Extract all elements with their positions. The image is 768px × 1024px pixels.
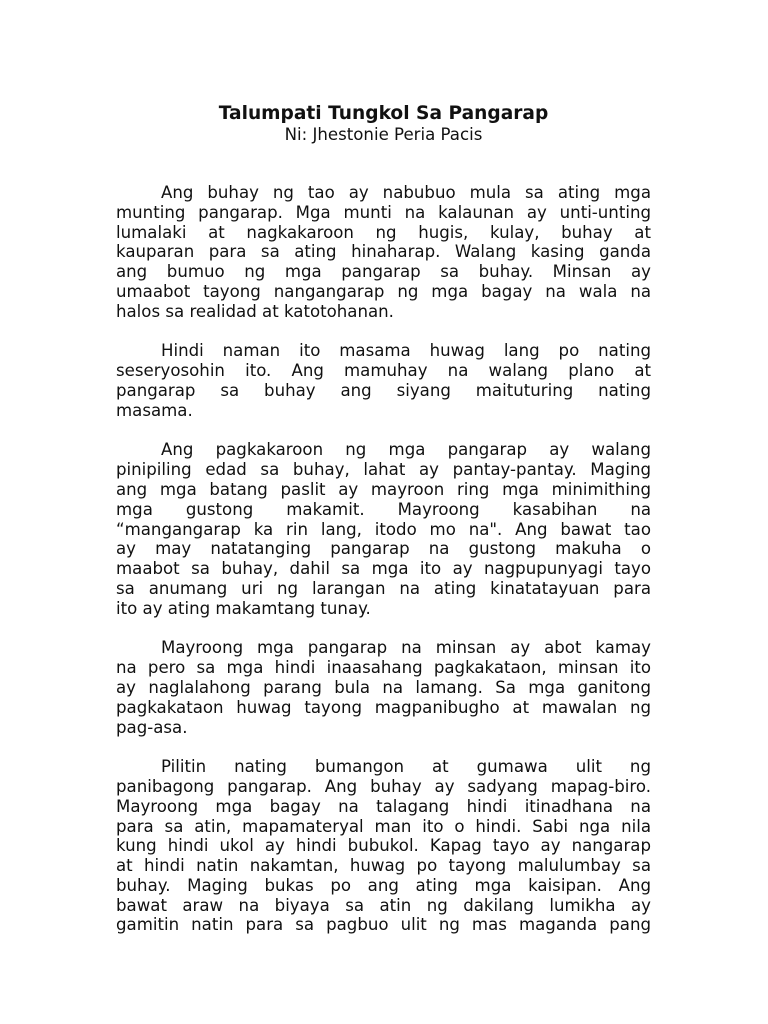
- paragraph-line: ito ay ating makamtang tunay.: [116, 598, 371, 618]
- paragraph-line: pinipiling edad sa buhay, lahat ay pantay-pantay. Maging: [116, 460, 651, 480]
- paragraph-line: Hindi naman ito masama huwag lang po nating: [161, 341, 651, 361]
- paragraph-line: Pilitin nating bumangon at gumawa ulit ng: [161, 757, 651, 777]
- paragraph-line: Ang pagkakaroon ng mga pangarap ay walang: [161, 440, 651, 460]
- paragraph-line: Mayroong mga pangarap na minsan ay abot kamay: [161, 638, 651, 658]
- paragraph-line: Mayroong mga bagay na talagang hindi itinadhana na: [116, 796, 651, 816]
- paragraph: [116, 440, 651, 618]
- paragraph-line: “mangangarap ka rin lang, itodo mo na". Ang bawat tao: [116, 519, 651, 539]
- paragraph-line: ang bumuo ng mga pangarap sa buhay. Minsan ay: [116, 262, 651, 282]
- paragraph-line: gamitin natin para sa pagbuo ulit ng mas maganda pang: [116, 915, 651, 935]
- paragraph-line: munting pangarap. Mga munti na kalaunan ay unti-unting: [116, 202, 651, 222]
- document-author: Ni: Jhestonie Peria Pacis: [284, 125, 483, 144]
- paragraph-line: bawat araw na biyaya sa atin ng dakilang lumikha ay: [116, 895, 651, 915]
- paragraph: [116, 341, 651, 420]
- paragraph-line: sa anumang uri ng larangan na ating kinatatayuan para: [116, 578, 651, 598]
- paragraph-line: na pero sa mga hindi inaasahang pagkakataon, minsan ito: [116, 658, 651, 678]
- paragraph-line: kauparan para sa ating hinaharap. Walang kasing ganda: [116, 242, 651, 262]
- paragraph-line: ang mga batang paslit ay mayroon ring mga minimithing: [116, 479, 651, 499]
- paragraph-line: at hindi natin nakamtan, huwag po tayong malulumbay sa: [116, 856, 651, 876]
- paragraph-line: kung hindi ukol ay hindi bubukol. Kapag tayo ay nangarap: [116, 836, 651, 856]
- document-body: [116, 183, 651, 935]
- document-page: [116, 103, 651, 955]
- document-title: Talumpati Tungkol Sa Pangarap: [218, 103, 549, 124]
- paragraph-line: pagkakataon huwag tayong magpanibugho at mawalan ng: [116, 697, 651, 717]
- paragraph-line: mga gustong makamit. Mayroong kasabihan na: [116, 499, 651, 519]
- paragraph-line: masama.: [116, 400, 193, 420]
- paragraph-line: seseryosohin ito. Ang mamuhay na walang plano at: [116, 361, 651, 381]
- paragraph-line: pag-asa.: [116, 717, 188, 737]
- paragraph: [116, 757, 651, 935]
- paragraph-line: umaabot tayong nangangarap ng mga bagay na wala na: [116, 281, 651, 301]
- paragraph-line: lumalaki at nagkakaroon ng hugis, kulay, buhay at: [116, 222, 651, 242]
- paragraph-line: ay may natatanging pangarap na gustong makuha o: [116, 539, 651, 559]
- paragraph-line: Ang buhay ng tao ay nabubuo mula sa ating mga: [161, 183, 651, 202]
- paragraph-line: ay naglalahong parang bula na lamang. Sa mga ganitong: [116, 677, 651, 697]
- paragraph-line: halos sa realidad at katotohanan.: [116, 301, 394, 321]
- paragraph-line: maabot sa buhay, dahil sa mga ito ay nagpupunyagi tayo: [116, 559, 651, 579]
- paragraph: [116, 638, 651, 737]
- paragraph-line: buhay. Maging bukas po ang ating mga kaisipan. Ang: [116, 875, 651, 895]
- paragraph-line: pangarap sa buhay ang siyang maituturing nating: [116, 380, 651, 400]
- paragraph-line: para sa atin, mapamateryal man ito o hindi. Sabi nga nila: [116, 816, 651, 836]
- paragraph: [116, 183, 651, 322]
- paragraph-line: panibagong pangarap. Ang buhay ay sadyang mapag-biro.: [116, 776, 651, 796]
